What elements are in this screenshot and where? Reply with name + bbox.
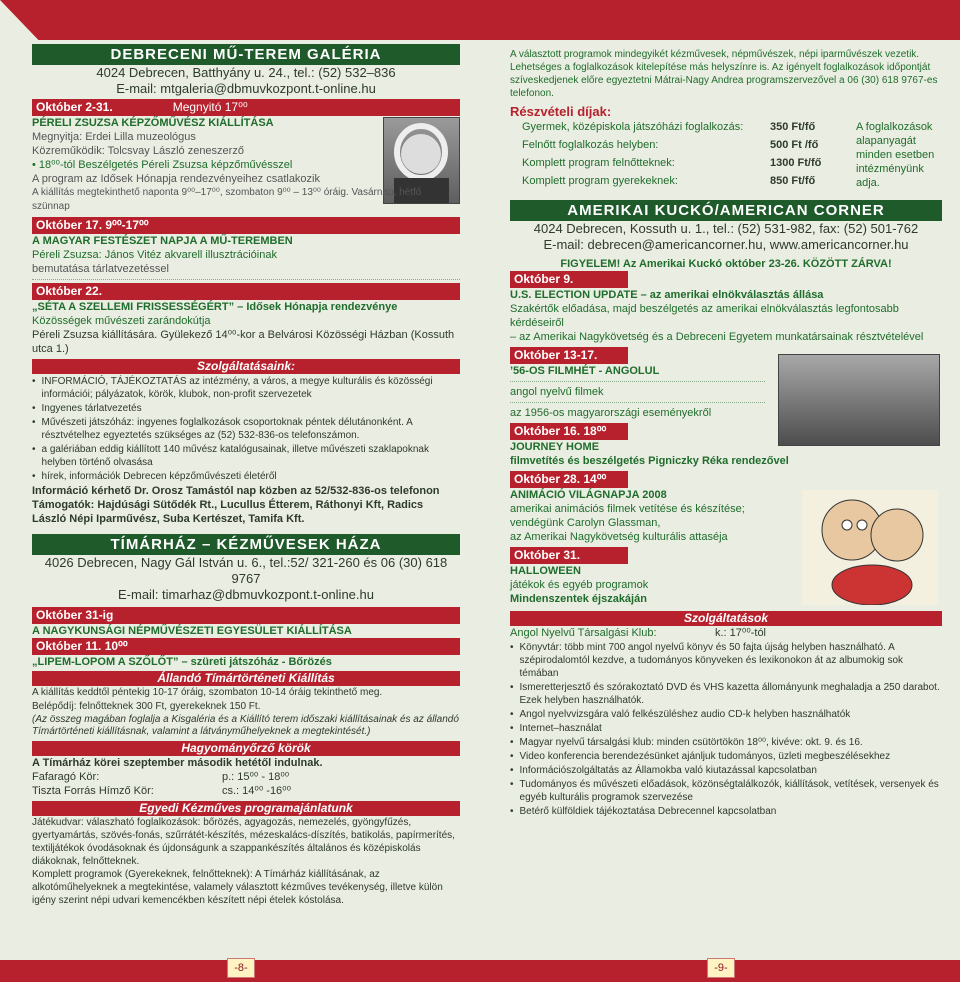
fee-label: Komplett program felnőtteknek: (522, 157, 675, 169)
service-item (32, 443, 460, 469)
service-text: Video konferencia berendezésünket ajánljuk tudományos, üzleti megbeszélésekhez (519, 751, 891, 762)
service-text: Ismeretterjesztő és szórakoztató DVD és VHS kazetta állományunk meghaladja a 250 darabot. Ezek helyben használhatók. (519, 682, 940, 706)
event-line: Közösségek művészeti zarándokútja (32, 315, 211, 327)
event-title: PÉRELI ZSUZSA KÉPZŐMŰVÉSZ KIÁLLÍTÁSA (32, 117, 274, 129)
event-title: JOURNEY HOME (510, 441, 600, 453)
event-line: Mindenszentek éjszakáján (510, 593, 647, 605)
circle-name: Tiszta Forrás Hímző Kör: (32, 785, 154, 797)
service-item (32, 470, 460, 483)
opening-time: Megnyitó 17⁰⁰ (172, 100, 248, 114)
service-text: Magyar nyelvű társalgási klub: minden csütörtökön 18⁰⁰, kivéve: okt. 9. és 16. (519, 737, 863, 748)
custom-programs-text: Komplett programok (Gyerekeknek, felnőtteknek): A Tímárház kiállításának, az alkotóműhelyeknek a megtekintése, valamely választott kézműves tevékenység, illetve külön igény szerint népi udvari kemencékben készített népi ételek kóstolása. (32, 869, 443, 906)
exhibition-line: Belépődíj: felnőtteknek 300 Ft, gyerekeknek 150 Ft. (32, 701, 261, 712)
event-date: Október 31-ig (32, 607, 460, 624)
fee-price: 350 Ft/fő (770, 121, 816, 133)
event-date: Október 2-31. (36, 100, 113, 114)
service-item (32, 402, 460, 415)
bullet-icon: • (510, 765, 514, 776)
bullet-icon: • (32, 444, 36, 455)
gallery-title: DEBRECENI MŰ-TEREM GALÉRIA (32, 44, 460, 65)
service-item (510, 708, 942, 721)
event-date: Október 9. (510, 271, 628, 288)
event-line: Szakértők előadása, majd beszélgetés az amerikai elnökválasztás legfontosabb kérdéseiről (510, 303, 899, 329)
service-text: INFORMÁCIÓ, TÁJÉKOZTATÁS az intézmény, a város, a megye kulturális és közösségi információi; pályázatok, körök, klubok, non-profit szervezetek (41, 376, 433, 400)
service-item (510, 722, 942, 735)
american-corner-email: E-mail: debrecen@americancorner.hu, www.americancorner.hu (543, 237, 909, 252)
service-text: Ingyenes tárlatvezetés (41, 403, 142, 414)
divider (32, 279, 460, 280)
bullet-icon: • (510, 737, 514, 748)
fees-table (510, 120, 850, 190)
custom-programs-title: Egyedi Kézműves programajánlatunk (32, 801, 460, 816)
gallery-address: 4024 Debrecen, Batthyány u. 24., tel.: (52) 532–836 (96, 65, 396, 80)
club-name: Angol Nyelvű Társalgási Klub: (510, 627, 657, 639)
event-line: az Amerikai Nagykövetség kulturális attaséja (510, 531, 728, 543)
right-column (510, 48, 942, 819)
exhibition-note: (Az összeg magában foglalja a Kisgaléria és a Kiállító terem időszaki kiállításainak és az állandó Tímártörténeti kiállításnak, valamint a látványműhelyeknek a megtekintését.) (32, 714, 459, 737)
circles-line: A Tímárház körei szeptember második hetétől indulnak. (32, 757, 323, 769)
custom-programs-text: Játékudvar: válaszható foglalkozások: bőrözés, agyagozás, nemezelés, gyöngyfűzés, gyertyamártás, szövés-fonás, szűrrátét-készítés, mézeskalács-díszítés, batikolás, papírmerítés, textiljátékok óvodásoknak és újdonságunk a szappankészítés általános és középiskolás diákoknak, felnőtteknek. (32, 817, 455, 867)
service-text: Tudományos és művészeti előadások, közönségtalálkozók, kiállítások, vetítések, versenyek és egyéb kulturális programok szervezése (519, 779, 939, 803)
service-text: Információszolgáltatás az Államokba való kiutazással kapcsolatban (519, 765, 817, 776)
fee-price: 1300 Ft/fő (770, 157, 822, 169)
top-band (480, 0, 960, 40)
event-title: „SÉTA A SZELLEMI FRISSESSÉGÉRT” – Idősek Hónapja rendezvénye (32, 301, 398, 313)
left-column (32, 44, 460, 907)
timarhaz-title: TÍMÁRHÁZ – KÉZMŰVESEK HÁZA (32, 534, 460, 555)
event-title: ’56-OS FILMHÉT - ANGOLUL (510, 365, 660, 377)
event-date: Október 22. (32, 283, 460, 300)
timarhaz-email: E-mail: timarhaz@dbmuvkozpont.t-online.hu (118, 587, 374, 602)
service-item (510, 641, 942, 680)
event-date: Október 31. (510, 547, 628, 564)
service-item (510, 681, 942, 707)
fees-block (510, 120, 942, 190)
exhibition-line: A kiállítás keddtől péntekig 10-17 óráig, szombaton 10-14 óráig tekinthető meg. (32, 687, 383, 698)
event-title: HALLOWEEN (510, 565, 581, 577)
event-line: amerikai animációs filmek vetítése és készítése; (510, 503, 745, 515)
bullet-icon: • (510, 806, 514, 817)
circle-time: cs.: 14⁰⁰ -16⁰⁰ (222, 785, 291, 797)
event-line: • 18⁰⁰-tól Beszélgetés Péreli Zsuzsa képzőművésszel (32, 159, 293, 171)
service-text: Könyvtár: több mint 700 angol nyelvű könyv és 50 fajta újság helyben használható. A szépirodalomtól kezdve, a tudományos könyveken és lexikonokon át az albumokig sok témában (519, 642, 904, 679)
circle-row (32, 770, 460, 784)
services-list (510, 641, 942, 818)
services-title: Szolgáltatásaink: (32, 359, 460, 374)
event-title: U.S. ELECTION UPDATE – az amerikai elnökválasztás állása (510, 289, 824, 301)
event-line: filmvetítés és beszélgetés Pigniczky Réka rendezővel (510, 455, 789, 467)
service-text: Betérő külföldiek tájékoztatása Debrecennel kapcsolatban (519, 806, 777, 817)
event-line: Péreli Zsuzsa kiállítására. Gyülekező 14⁰⁰-kor a Belvárosi Közösségi Házban (Kossuth utca 1.) (32, 329, 455, 355)
fees-note: A foglalkozások alapanyagát minden esetben intézményünk adja. (856, 121, 935, 189)
service-item (510, 778, 942, 804)
event-date: Október 28. 14⁰⁰ (510, 471, 628, 488)
page-number: -9- (707, 958, 735, 978)
permanent-exhibition-title: Állandó Tímártörténeti Kiállítás (32, 671, 460, 686)
bullet-icon: • (510, 682, 514, 693)
event-line: az 1956-os magyarországi eseményekről (510, 407, 712, 419)
circle-name: Fafaragó Kör: (32, 771, 100, 783)
fees-title: Részvételi díjak: (510, 104, 612, 119)
american-corner-title: AMERIKAI KUCKÓ/AMERICAN CORNER (510, 200, 942, 221)
divider (510, 381, 765, 382)
event-line: bemutatása tárlatvezetéssel (32, 263, 169, 275)
service-item (32, 416, 460, 442)
bullet-icon: • (510, 723, 514, 734)
event-line: játékok és egyéb programok (510, 579, 649, 591)
event-line: A kiállítás megtekinthető naponta 9⁰⁰–17⁰⁰, szombaton 9⁰⁰ – 13⁰⁰ óráig. Vasárnap, hétfő szünnap (32, 187, 422, 212)
top-band (0, 0, 480, 40)
service-text: Angol nyelvvizsgára való felkészüléshez audio CD-k helyben használhatók (519, 709, 851, 720)
event-line: vendégünk Carolyn Glassman, (510, 517, 661, 529)
timarhaz-address: 4026 Debrecen, Nagy Gál István u. 6., tel.:52/ 321-260 és 06 (30) 618 9767 (44, 555, 448, 586)
fee-label: Komplett program gyerekeknek: (522, 175, 678, 187)
services-list (32, 375, 460, 483)
fee-label: Gyermek, középiskola játszóházi foglalkozás: (522, 121, 744, 133)
bullet-icon: • (32, 471, 36, 482)
right-page (480, 0, 960, 982)
divider (510, 402, 765, 403)
bullet-icon: • (510, 642, 514, 653)
event-line: A program az Idősek Hónapja rendezvényeihez csatlakozik (32, 173, 320, 185)
event-date: Október 17. 9⁰⁰-17⁰⁰ (32, 217, 460, 234)
service-text: Művészeti játszóház: ingyenes foglalkozások csoportoknak péntek délutánonként. A résztvételhez egyeztetés szükséges az (52) 532-836-os telefonszámon. (41, 417, 413, 441)
bullet-icon: • (510, 779, 514, 790)
circle-row (32, 784, 460, 798)
event-title: A NAGYKUNSÁGI NÉPMŰVÉSZETI EGYESÜLET KIÁLLÍTÁSA (32, 625, 352, 637)
service-item (510, 764, 942, 777)
service-item (510, 736, 942, 749)
bullet-icon: • (32, 403, 36, 414)
bullet-icon: • (510, 751, 514, 762)
closure-warning: FIGYELEM! Az Amerikai Kuckó október 23-26. KÖZÖTT ZÁRVA! (560, 258, 892, 270)
fee-price: 500 Ft /fő (770, 139, 819, 151)
intro-text: A választott programok mindegyikét kézművesek, népművészek, népi iparművészek vezetik. Lehetséges a foglalkozások kitelepítése más helyszínre is. Az igényelt foglalkozások időpontját szíveskedjenek előre egyeztetni Mátrai-Nagy Andrea programszervezővel a 06 (30) 618 9767-es telefonon. (510, 49, 938, 99)
event-line: Péreli Zsuzsa: János Vitéz akvarell illusztrációinak (32, 249, 277, 261)
club-row (510, 626, 942, 640)
circles-title: Hagyományőrző körök (32, 741, 460, 756)
event-title: „LIPEM-LOPOM A SZŐLŐT” – szüreti játszóház - Bőrözés (32, 656, 332, 668)
service-item (510, 750, 942, 763)
club-time: k.: 17⁰⁰-tól (715, 627, 767, 639)
circle-time: p.: 15⁰⁰ - 18⁰⁰ (222, 771, 290, 783)
event-title: A MAGYAR FESTÉSZET NAPJA A MŰ-TEREMBEN (32, 235, 293, 247)
service-item (32, 375, 460, 401)
event-line: Közreműködik: Tolcsvay László zeneszerző (32, 145, 244, 157)
bullet-icon: • (32, 376, 36, 387)
fee-price: 850 Ft/fő (770, 175, 816, 187)
info-line: Információ kérhető Dr. Orosz Tamástól nap közben az 52/532-836-os telefonon (32, 485, 440, 497)
page-number: -8- (227, 958, 255, 978)
event-line: Megnyitja: Erdei Lilla muzeológus (32, 131, 196, 143)
event-line: angol nyelvű filmek (510, 386, 604, 398)
bullet-icon: • (510, 709, 514, 720)
event-date: Október 16. 18⁰⁰ (510, 423, 628, 440)
service-text: a galériában eddig kiállított 140 művész katalógusainak, illetve művészeti szaklapoknak helyben történő olvasása (41, 444, 429, 468)
service-text: hírek, információk Debrecen képzőművészeti életéről (41, 471, 277, 482)
supporters: Támogatók: Hajdúsági Sütődék Rt., Lucullus Étterem, Ráthonyi Kft, Radics László Népi Iparművész, Suba Kertészet, Tamifa Kft. (32, 499, 424, 525)
event-title: ANIMÁCIÓ VILÁGNAPJA 2008 (510, 489, 667, 501)
service-text: Internet–használat (519, 723, 602, 734)
event-date-bar (32, 99, 460, 116)
event-line: – az Amerikai Nagykövetség és a Debreceni Egyetem munkatársainak résztvételével (510, 331, 924, 343)
gallery-email: E-mail: mtgaleria@dbmuvkozpont.t-online.hu (116, 81, 376, 96)
bullet-icon: • (32, 417, 36, 428)
event-date: Október 11. 10⁰⁰ (32, 638, 460, 655)
american-corner-address: 4024 Debrecen, Kossuth u. 1., tel.: (52) 531-982, fax: (52) 501-762 (533, 221, 919, 236)
fee-label: Felnőtt foglalkozás helyben: (522, 139, 659, 151)
service-item (510, 805, 942, 818)
event-date: Október 13-17. (510, 347, 628, 364)
services-title: Szolgáltatások (510, 611, 942, 626)
